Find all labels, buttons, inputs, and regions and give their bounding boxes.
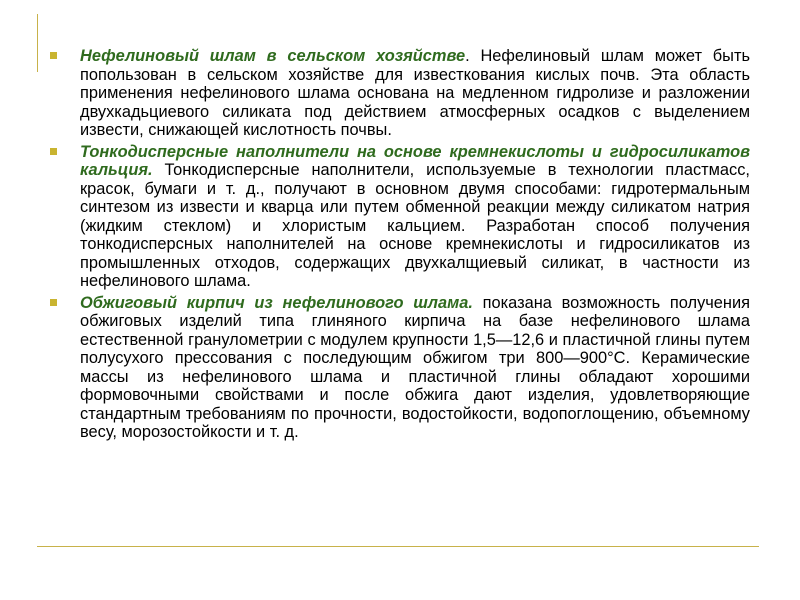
item-heading: Обжиговый кирпич из нефелинового шлама. <box>80 293 473 312</box>
item-body: Тонкодисперсные наполнители, используемые в технологии пластмасс, красок, бумаги и т. д., получают в основном двумя способами: гидротермальным синтезом из извести и кварца или путем обменной реакции между силикатом натрия (жидким стеклом) и хлористым кальцием. Разработан способ получения тонкодисперсных наполнителей на основе кремнекислоты и гидросиликатов из промышленных отходов, содержащих двухкалщиевый силикат, в частности из нефелинового шлама. <box>80 161 750 290</box>
item-body: показана возможность получения обжиговых изделий типа глиняного кирпича на базе нефелинового шлама естественной гранулометрии с модулем крупности 1,5—12,6 и пластичной глины путем полусухого прессования с последующим обжигом три 800—900°С. Керамические массы из нефелинового шлама и пластичной глины обладают хорошими формовочными свойствами и после обжига дают изделия, удовлетворяющие стандартным требованиям по прочности, водостойкости, водопоглощению, объемному весу, морозостойкости и т. д. <box>80 293 751 441</box>
square-bullet-icon <box>50 52 57 59</box>
item-body: . Нефелиновый шлам может быть попользован в сельском хозяйстве для известкования кислых почв. Эта область применения нефелинового шлама основана на медленном гидролизе и разложении двухкадьциевого силиката под действием атмосферных осадков с выделением извести, снижающей кислотность почвы. <box>80 47 750 139</box>
item-heading: Нефелиновый шлам в сельском хозяйстве <box>80 47 466 65</box>
square-bullet-icon <box>50 299 57 306</box>
slide-content <box>50 47 750 445</box>
square-bullet-icon <box>50 148 57 155</box>
list-item <box>50 143 750 291</box>
horizontal-rule <box>37 546 759 547</box>
vertical-rule <box>37 14 38 72</box>
list-item <box>50 294 750 442</box>
list-item <box>50 47 750 140</box>
item-heading: Тонкодисперсные наполнители на основе кремнекислоты и гидросиликатов кальция. <box>80 142 750 179</box>
